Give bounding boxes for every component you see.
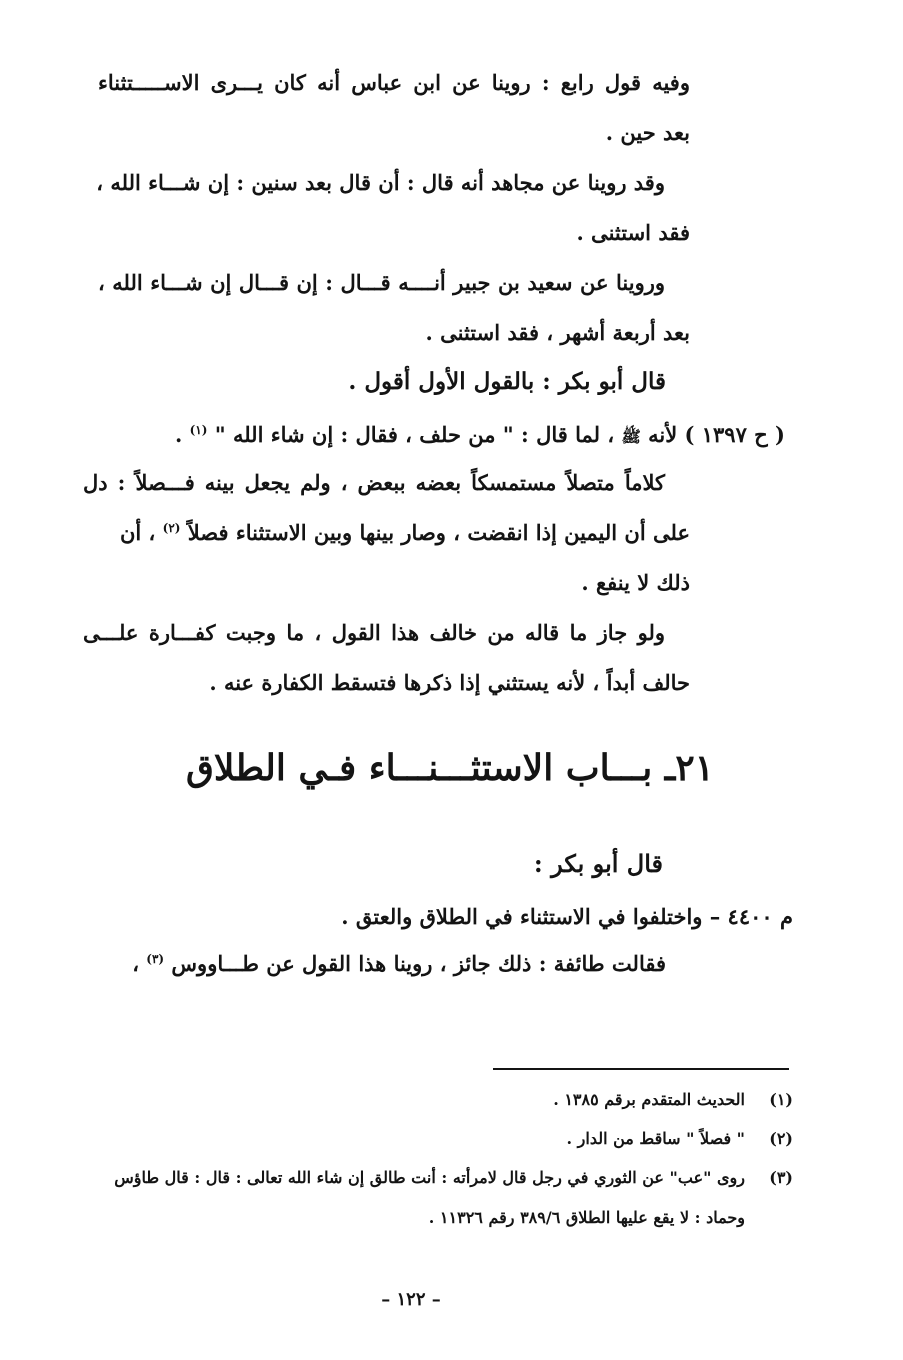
footnote-number: (٣)	[769, 1168, 793, 1187]
footnote-text: الحديث المتقدم برقم ١٣٨٥ .	[553, 1090, 745, 1109]
hadith-text: ، لما قال : " من حلف ، فقال : إن شاء الله "	[214, 422, 615, 447]
body-line: وفيه قول رابع : روينا عن ابن عباس أنه كان يـــرى الاســـــتثناء	[98, 70, 690, 95]
body-line	[120, 522, 690, 543]
footnote-number: (١)	[769, 1090, 793, 1109]
footnote-marker: (١)	[189, 423, 208, 437]
body-line: كلاماً متصلاً مستمسكاً بعضه ببعض ، ولم يجعل بينه فـــصلاً : دل	[83, 470, 665, 495]
hadith-line	[175, 424, 785, 445]
body-text: ، أن	[119, 520, 156, 545]
pbuh-ligature: ﷺ	[621, 427, 641, 446]
body-line: ذلك لا ينفع .	[581, 570, 690, 595]
chapter-heading: ٢١ـ بـــاب الاستثـــنـــاء فـي الطلاق	[185, 747, 714, 789]
issue-line: م ٤٤٠٠ – واختلفوا في الاستثناء في الطلاق والعتق .	[341, 904, 793, 929]
body-line: وقد روينا عن مجاهد أنه قال : أن قال بعد سنين : إن شـــاء الله ،	[96, 170, 665, 195]
footnote-text: روى "عب" عن الثوري في رجل قال لامرأته : أنت طالق إن شاء الله تعالى : قال : قال طاؤس	[114, 1168, 745, 1187]
body-line: وروينا عن سعيد بن جبير أنــــه قـــال : إن قـــال إن شـــاء الله ،	[98, 270, 665, 295]
footnote-number: (٢)	[769, 1129, 793, 1148]
body-line: بعد أربعة أشهر ، فقد استثنى .	[425, 320, 690, 345]
body-text: ،	[132, 951, 139, 976]
body-line: حالف أبداً ، لأنه يستثني إذا ذكرها فتسقط الكفارة عنه .	[209, 670, 690, 695]
footnote-text: " فصلاً " ساقط من الدار .	[566, 1129, 745, 1148]
footnote-marker: (٢)	[162, 521, 181, 535]
body-line: ولو جاز ما قاله من خالف هذا القول ، ما وجبت كفـــارة علـــى	[83, 620, 665, 645]
hadith-reference: ( ح ١٣٩٧ )	[684, 422, 785, 447]
abu-bakr-statement: قال أبو بكر : بالقول الأول أقول .	[348, 368, 666, 395]
opinion-line	[132, 953, 666, 974]
body-line: بعد حين .	[605, 120, 690, 145]
hadith-text: لأنه	[648, 422, 678, 447]
footnote-separator	[493, 1068, 789, 1070]
page-number: – ١٢٢ –	[381, 1289, 441, 1310]
footnote-text-continued: وحماد : لا يقع عليها الطلاق ٣٨٩/٦ رقم ١١٣٢٦ .	[428, 1208, 745, 1227]
footnote-marker: (٣)	[146, 952, 165, 966]
body-text: فقالت طائفة : ذلك جائز ، روينا هذا القول عن طـــاووس	[171, 951, 666, 976]
hadith-text: .	[174, 422, 183, 447]
body-text: على أن اليمين إذا انقضت ، وصار بينها وبين الاستثناء فصلاً	[187, 520, 690, 545]
body-line: فقد استثنى .	[576, 220, 690, 245]
section-speaker: قال أبو بكر :	[533, 849, 663, 878]
